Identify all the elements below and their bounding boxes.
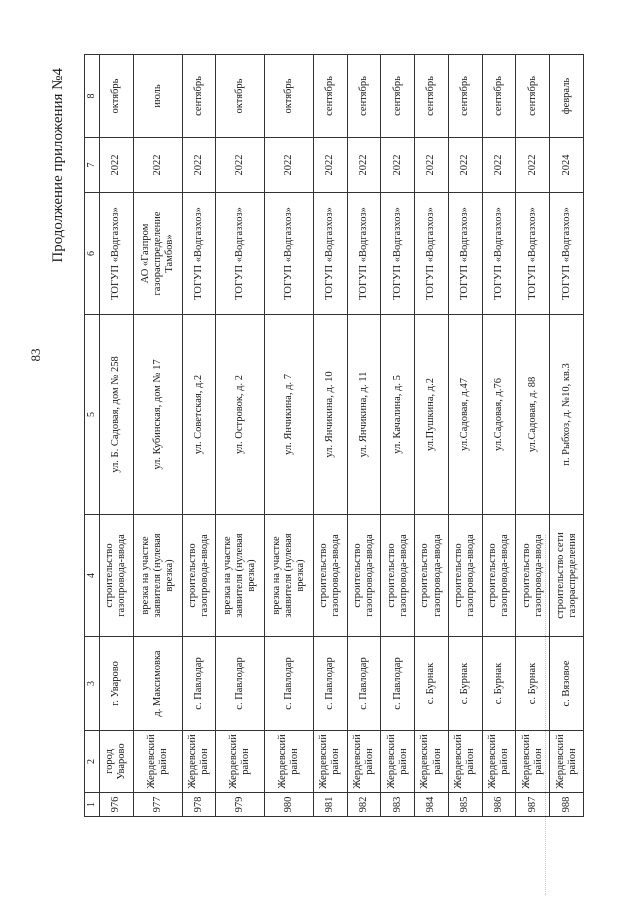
- month-cell: сентябрь: [347, 55, 381, 138]
- work-type-cell: строительство газопровода-ввода: [347, 515, 381, 637]
- settlement-cell: с. Бурнак: [415, 637, 449, 731]
- month-cell: сентябрь: [482, 55, 516, 138]
- year-cell: 2022: [133, 138, 182, 193]
- work-type-cell: строительство газопровода-ввода: [448, 515, 482, 637]
- month-cell: сентябрь: [516, 55, 550, 138]
- address-cell: ул. Янчикина, д. 10: [313, 315, 347, 515]
- table-row: [182, 55, 216, 817]
- table-row: [265, 55, 314, 817]
- table-row: [415, 55, 449, 817]
- year-cell: 2022: [347, 138, 381, 193]
- column-header: 2: [85, 731, 100, 793]
- month-cell: июль: [133, 55, 182, 138]
- year-cell: 2022: [482, 138, 516, 193]
- row-number-cell: 978: [182, 793, 216, 817]
- settlement-cell: с. Бурнак: [448, 637, 482, 731]
- district-cell: Жердевский район: [313, 731, 347, 793]
- settlement-cell: д. Максимовка: [133, 637, 182, 731]
- row-number-cell: 984: [415, 793, 449, 817]
- table-row: [100, 55, 134, 817]
- header-row: [85, 55, 100, 817]
- row-number-cell: 986: [482, 793, 516, 817]
- contractor-cell: ТОГУП «Водгазхоз»: [216, 193, 265, 315]
- work-type-cell: строительство газопровода-ввода: [482, 515, 516, 637]
- page-number: 83: [28, 348, 43, 362]
- work-type-cell: строительство газопровода-ввода: [100, 515, 134, 637]
- contractor-cell: ТОГУП «Водгазхоз»: [482, 193, 516, 315]
- table-row: [448, 55, 482, 817]
- year-cell: 2024: [550, 138, 584, 193]
- column-header: 7: [85, 138, 100, 193]
- district-cell: Жердевский район: [347, 731, 381, 793]
- year-cell: 2022: [216, 138, 265, 193]
- row-number-cell: 987: [516, 793, 550, 817]
- address-cell: ул. Островок, д. 2: [216, 315, 265, 515]
- address-cell: ул. Качалина, д. 5: [381, 315, 415, 515]
- table-row: [347, 55, 381, 817]
- contractor-cell: ТОГУП «Водгазхоз»: [347, 193, 381, 315]
- district-cell: Жердевский район: [550, 731, 584, 793]
- column-header: 6: [85, 193, 100, 315]
- district-cell: Жердевский район: [448, 731, 482, 793]
- contractor-cell: ТОГУП «Водгазхоз»: [313, 193, 347, 315]
- contractor-cell: ТОГУП «Водгазхоз»: [415, 193, 449, 315]
- year-cell: 2022: [448, 138, 482, 193]
- column-header: 3: [85, 637, 100, 731]
- district-cell: Жердевский район: [216, 731, 265, 793]
- contractor-cell: ТОГУП «Водгазхоз»: [265, 193, 314, 315]
- district-cell: город Уварово: [100, 731, 134, 793]
- settlement-cell: с. Павлодар: [381, 637, 415, 731]
- settlement-cell: с. Вязовое: [550, 637, 584, 731]
- work-type-cell: врезка на участке заявителя (нулевая врезка): [216, 515, 265, 637]
- month-cell: октябрь: [265, 55, 314, 138]
- work-type-cell: строительство газопровода-ввода: [415, 515, 449, 637]
- year-cell: 2022: [182, 138, 216, 193]
- work-type-cell: строительство газопровода-ввода: [313, 515, 347, 637]
- address-cell: ул.Садовая, д.76: [482, 315, 516, 515]
- settlement-cell: г. Уварово: [100, 637, 134, 731]
- settlement-cell: с. Павлодар: [216, 637, 265, 731]
- contractor-cell: ТОГУП «Водгазхоз»: [381, 193, 415, 315]
- month-cell: сентябрь: [381, 55, 415, 138]
- month-cell: октябрь: [100, 55, 134, 138]
- address-cell: ул. Янчикина, д. 7: [265, 315, 314, 515]
- row-number-cell: 983: [381, 793, 415, 817]
- contractor-cell: ТОГУП «Водгазхоз»: [550, 193, 584, 315]
- work-type-cell: строительство газопровода-ввода: [516, 515, 550, 637]
- month-cell: сентябрь: [448, 55, 482, 138]
- settlement-cell: с. Павлодар: [265, 637, 314, 731]
- year-cell: 2022: [516, 138, 550, 193]
- table-row: [516, 55, 550, 817]
- address-cell: ул. Кубинская, дом № 17: [133, 315, 182, 515]
- settlement-cell: с. Павлодар: [347, 637, 381, 731]
- contractor-cell: АО «Газпром газораспределение Тамбов»: [133, 193, 182, 315]
- address-cell: ул. Б. Садовая, дом № 258: [100, 315, 134, 515]
- district-cell: Жердевский район: [381, 731, 415, 793]
- row-number-cell: 981: [313, 793, 347, 817]
- settlement-cell: с. Бурнак: [482, 637, 516, 731]
- gasification-table: [84, 54, 584, 817]
- table-body: [85, 55, 584, 817]
- row-number-cell: 979: [216, 793, 265, 817]
- work-type-cell: строительство сети газораспределения: [550, 515, 584, 637]
- year-cell: 2022: [313, 138, 347, 193]
- month-cell: февраль: [550, 55, 584, 138]
- district-cell: Жердевский район: [516, 731, 550, 793]
- column-header: 5: [85, 315, 100, 515]
- table-row: [313, 55, 347, 817]
- row-number-cell: 982: [347, 793, 381, 817]
- table-row: [133, 55, 182, 817]
- work-type-cell: врезка на участке заявителя (нулевая врезка): [133, 515, 182, 637]
- district-cell: Жердевский район: [265, 731, 314, 793]
- table-row: [482, 55, 516, 817]
- district-cell: Жердевский район: [133, 731, 182, 793]
- month-cell: октябрь: [216, 55, 265, 138]
- settlement-cell: с. Павлодар: [313, 637, 347, 731]
- district-cell: Жердевский район: [182, 731, 216, 793]
- settlement-cell: с. Бурнак: [516, 637, 550, 731]
- address-cell: п. Рыбхоз, д. №10, кв.3: [550, 315, 584, 515]
- contractor-cell: ТОГУП «Водгазхоз»: [448, 193, 482, 315]
- address-cell: ул.Садовая, д. 88: [516, 315, 550, 515]
- year-cell: 2022: [415, 138, 449, 193]
- work-type-cell: врезка на участке заявителя (нулевая врезка): [265, 515, 314, 637]
- column-header: 8: [85, 55, 100, 138]
- address-cell: ул. Янчикина, д. 11: [347, 315, 381, 515]
- column-header: 4: [85, 515, 100, 637]
- address-cell: ул.Садовая, д.47: [448, 315, 482, 515]
- district-cell: Жердевский район: [415, 731, 449, 793]
- contractor-cell: ТОГУП «Водгазхоз»: [182, 193, 216, 315]
- month-cell: сентябрь: [313, 55, 347, 138]
- year-cell: 2022: [381, 138, 415, 193]
- row-number-cell: 976: [100, 793, 134, 817]
- work-type-cell: строительство газопровода-ввода: [182, 515, 216, 637]
- table-row: [216, 55, 265, 817]
- contractor-cell: ТОГУП «Водгазхоз»: [516, 193, 550, 315]
- table-row: [550, 55, 584, 817]
- contractor-cell: ТОГУП «Водгазхоз»: [100, 193, 134, 315]
- district-cell: Жердевский район: [482, 731, 516, 793]
- year-cell: 2022: [100, 138, 134, 193]
- row-number-cell: 980: [265, 793, 314, 817]
- table-row: [381, 55, 415, 817]
- address-cell: ул.Пушкина, д.2: [415, 315, 449, 515]
- month-cell: сентябрь: [415, 55, 449, 138]
- month-cell: сентябрь: [182, 55, 216, 138]
- appendix-subtitle: Продолжение приложения №4: [50, 68, 66, 263]
- row-number-cell: 977: [133, 793, 182, 817]
- address-cell: ул. Советская, д.2: [182, 315, 216, 515]
- year-cell: 2022: [265, 138, 314, 193]
- work-type-cell: строительство газопровода-ввода: [381, 515, 415, 637]
- column-header: 1: [85, 793, 100, 817]
- row-number-cell: 985: [448, 793, 482, 817]
- row-number-cell: 988: [550, 793, 584, 817]
- settlement-cell: с. Павлодар: [182, 637, 216, 731]
